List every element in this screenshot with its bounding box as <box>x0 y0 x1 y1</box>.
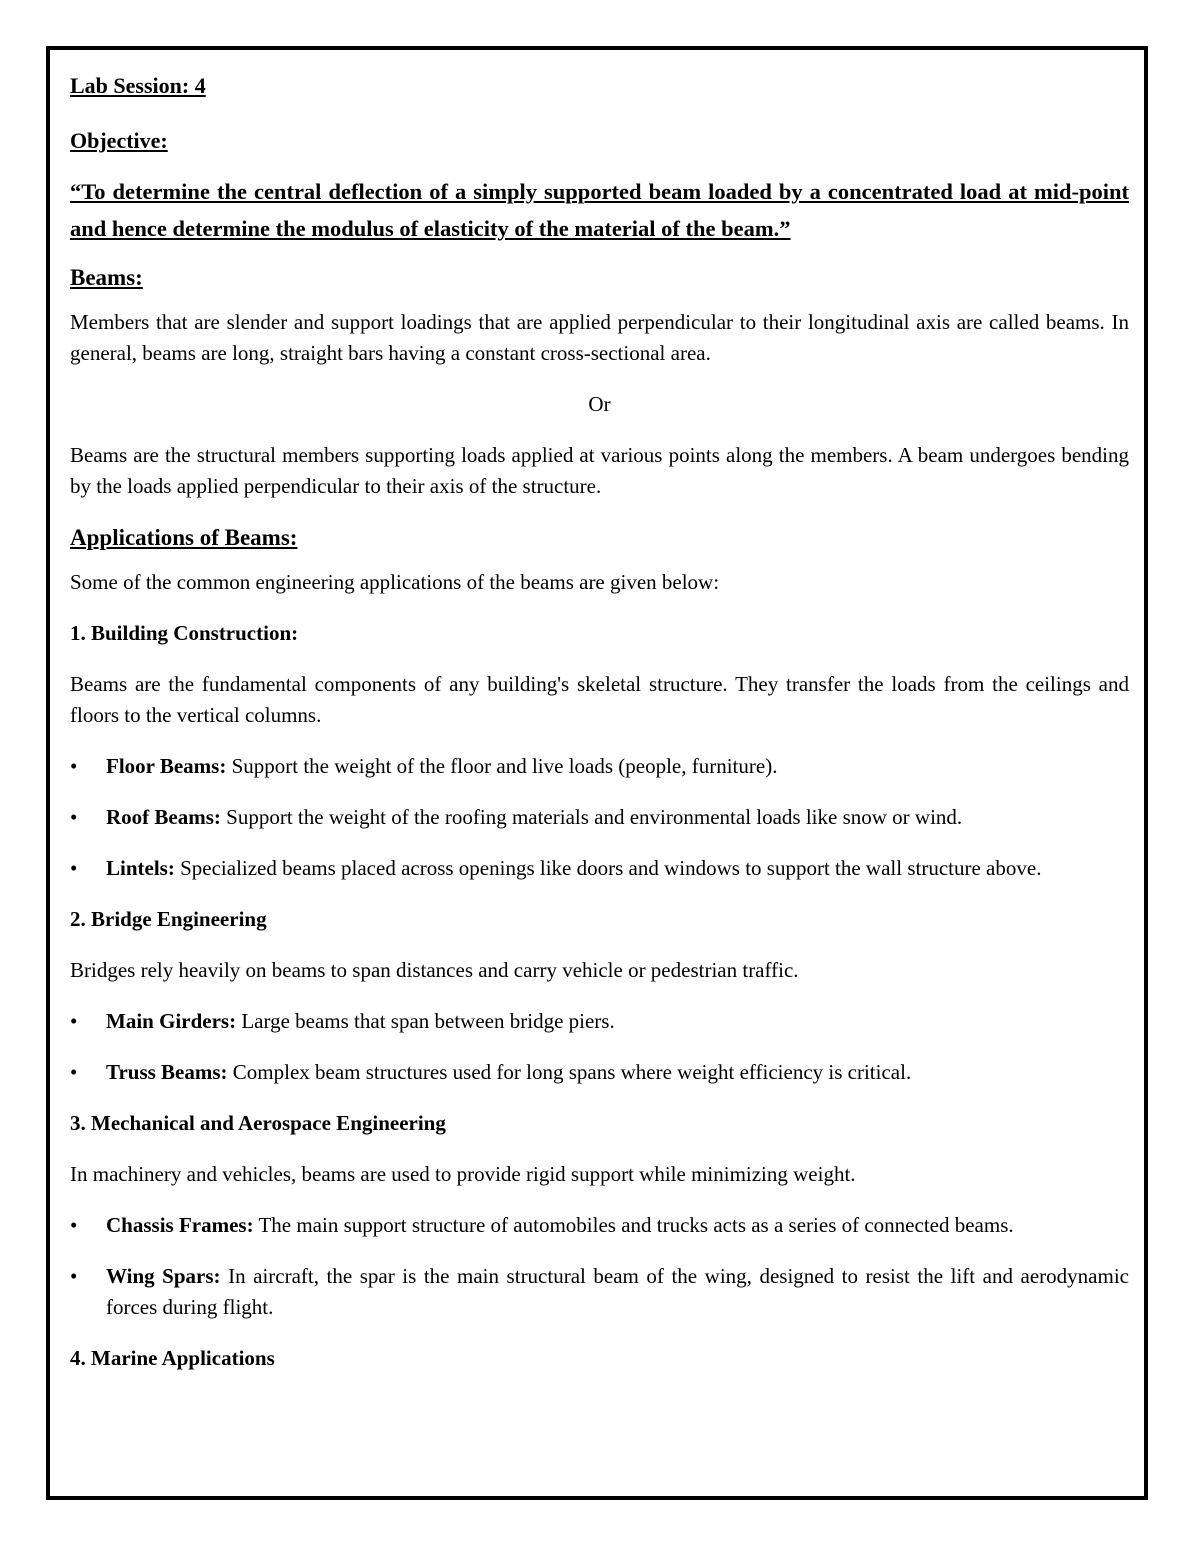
bullet-icon: • <box>70 754 78 778</box>
document-body <box>70 70 1129 1394</box>
beams-heading: Beams: <box>70 265 143 290</box>
applications-heading: Applications of Beams: <box>70 525 298 550</box>
bullet-term: Roof Beams: <box>106 805 221 829</box>
section-heading-bridge-engineering: 2. Bridge Engineering <box>70 907 267 931</box>
objective-statement: “To determine the central deflection of a simply supported beam loaded by a concentrated load at mid-point and hence determine the modulus of elasticity of the material of the beam.” <box>70 179 1129 241</box>
or-separator: Or <box>588 392 611 416</box>
bullet-term: Chassis Frames: <box>106 1213 254 1237</box>
bullet-icon: • <box>70 1264 78 1288</box>
section-heading-marine-applications: 4. Marine Applications <box>70 1346 275 1370</box>
mechanical-aerospace-bullets <box>70 1210 1129 1323</box>
applications-intro: Some of the common engineering applications of the beams are given below: <box>70 570 720 594</box>
bullet-text: Complex beam structures used for long spans where weight efficiency is critical. <box>227 1060 912 1084</box>
lab-session-title: Lab Session: 4 <box>70 73 206 98</box>
bullet-wing-spars <box>70 1261 1129 1323</box>
section-heading-building-construction: 1. Building Construction: <box>70 621 299 645</box>
bullet-text: Support the weight of the floor and live loads (people, furniture). <box>226 754 778 778</box>
bullet-main-girders <box>70 1006 1129 1037</box>
bullet-term: Wing Spars: <box>106 1264 221 1288</box>
bullet-icon: • <box>70 1213 78 1237</box>
bridge-engineering-bullets <box>70 1006 1129 1088</box>
bullet-term: Lintels: <box>106 856 175 880</box>
section-description-bridge-engineering: Bridges rely heavily on beams to span distances and carry vehicle or pedestrian traffic. <box>70 958 799 982</box>
bullet-truss-beams <box>70 1057 1129 1088</box>
bullet-chassis-frames <box>70 1210 1129 1241</box>
bullet-term: Floor Beams: <box>106 754 227 778</box>
bullet-text: The main support structure of automobiles and trucks acts as a series of connected beams. <box>253 1213 1014 1237</box>
building-construction-bullets <box>70 751 1129 884</box>
bullet-floor-beams <box>70 751 1129 782</box>
bullet-roof-beams <box>70 802 1129 833</box>
bullet-term: Truss Beams: <box>106 1060 228 1084</box>
bullet-icon: • <box>70 1009 78 1033</box>
section-description-mechanical-aerospace: In machinery and vehicles, beams are used to provide rigid support while minimizing weight. <box>70 1162 856 1186</box>
bullet-text: Large beams that span between bridge piers. <box>236 1009 615 1033</box>
bullet-icon: • <box>70 1060 78 1084</box>
bullet-lintels <box>70 853 1129 884</box>
objective-heading: Objective: <box>70 128 168 153</box>
bullet-term: Main Girders: <box>106 1009 237 1033</box>
bullet-text: Support the weight of the roofing materials and environmental loads like snow or wind. <box>220 805 963 829</box>
bullet-icon: • <box>70 856 78 880</box>
bullet-icon: • <box>70 805 78 829</box>
section-heading-mechanical-aerospace: 3. Mechanical and Aerospace Engineering <box>70 1111 446 1135</box>
bullet-text: In aircraft, the spar is the main structural beam of the wing, designed to resist the lift and aerodynamic forces during flight. <box>106 1264 1129 1319</box>
section-description-building-construction: Beams are the fundamental components of any building's skeletal structure. They transfer the loads from the ceilings and floors to the vertical columns. <box>70 672 1129 727</box>
beams-definition-paragraph: Members that are slender and support loadings that are applied perpendicular to their longitudinal axis are called beams. In general, beams are long, straight bars having a constant cross-sectional area. <box>70 310 1129 365</box>
bullet-text: Specialized beams placed across openings like doors and windows to support the wall structure above. <box>174 856 1042 880</box>
beams-alternate-definition-paragraph: Beams are the structural members supporting loads applied at various points along the members. A beam undergoes bending by the loads applied perpendicular to their axis of the structure. <box>70 443 1129 498</box>
